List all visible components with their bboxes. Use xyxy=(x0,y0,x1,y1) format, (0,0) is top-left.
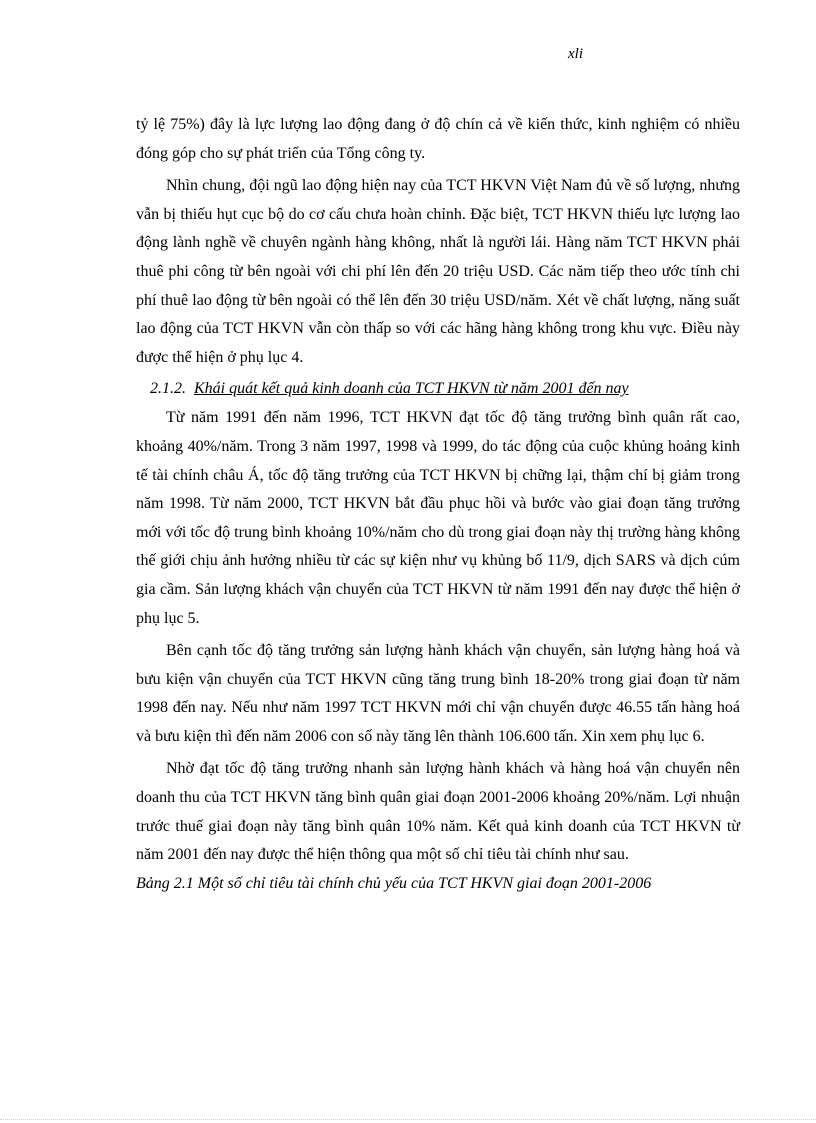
paragraph-growth-history: Từ năm 1991 đến năm 1996, TCT HKVN đạt tốc độ tăng trưởng bình quân rất cao, khoảng 40%/năm. Trong 3 năm 1997, 1998 và 1999, do tác động của cuộc khủng hoảng kinh tế tài chính châu Á, tốc độ tăng trưởng của TCT HKVN bị chững lại, thậm chí bị giảm trong năm 1998. Từ năm 2000, TCT HKVN bắt đầu phục hồi và bước vào giai đoạn tăng trưởng mới với tốc độ trung bình khoảng 10%/năm cho dù trong giai đoạn này thị trường hàng không thế giới chịu ảnh hưởng nhiều từ các sự kiện như vụ khủng bố 11/9, dịch SARS và dịch cúm gia cầm. Sản lượng khách vận chuyển của TCT HKVN từ năm 1991 đến nay được thể hiện ở phụ lục 5. xyxy=(136,409,740,627)
paragraph-continuation: tỷ lệ 75%) đây là lực lượng lao động đang ở độ chín cả về kiến thức, kinh nghiệm có nhiều đóng góp cho sự phát triển của Tổng công ty. xyxy=(136,116,740,162)
paragraph-workforce-overview: Nhìn chung, đội ngũ lao động hiện nay của TCT HKVN Việt Nam đủ về số lượng, nhưng vẫn bị thiếu hụt cục bộ do cơ cấu chưa hoàn chỉnh. Đặc biệt, TCT HKVN thiếu lực lượng lao động lành nghề về chuyên ngành hàng không, nhất là người lái. Hàng năm TCT HKVN phải thuê phi công từ bên ngoài với chi phí lên đến 20 triệu USD. Các năm tiếp theo ước tính chi phí thuê lao động từ bên ngoài có thể lên đến 30 triệu USD/năm. Xét về chất lượng, năng suất lao động của TCT HKVN vẫn còn thấp so với các hãng hàng không trong khu vực. Điều này được thể hiện ở phụ lục 4. xyxy=(136,177,740,366)
section-title: Khái quát kết quả kinh doanh của TCT HKVN từ năm 2001 đến nay xyxy=(194,380,629,398)
document-body xyxy=(136,111,740,898)
paragraph-cargo-growth: Bên cạnh tốc độ tăng trưởng sản lượng hành khách vận chuyển, sản lượng hàng hoá và bưu kiện vận chuyển của TCT HKVN cũng tăng trung bình 18-20% trong giai đoạn từ năm 1998 đến nay. Nếu như năm 1997 TCT HKVN mới chỉ vận chuyển được 46.55 tấn hàng hoá và bưu kiện thì đến năm 2006 con số này tăng lên thành 106.600 tấn. Xin xem phụ lục 6. xyxy=(136,642,740,745)
section-heading xyxy=(150,374,740,404)
section-number: 2.1.2. xyxy=(150,380,186,398)
page-bottom-border xyxy=(0,1119,816,1120)
page-number: xli xyxy=(568,46,583,62)
paragraph-revenue: Nhờ đạt tốc độ tăng trưởng nhanh sản lượng hành khách và hàng hoá vận chuyển nên doanh thu của TCT HKVN tăng bình quân giai đoạn 2001-2006 khoảng 20%/năm. Lợi nhuận trước thuế giai đoạn này tăng bình quân 10% năm. Kết quả kinh doanh của TCT HKVN từ năm 2001 đến nay được thể hiện thông qua một số chỉ tiêu tài chính như sau. xyxy=(136,760,740,864)
table-caption: Bảng 2.1 Một số chỉ tiêu tài chính chủ yếu của TCT HKVN giai đoạn 2001-2006 xyxy=(136,874,652,892)
